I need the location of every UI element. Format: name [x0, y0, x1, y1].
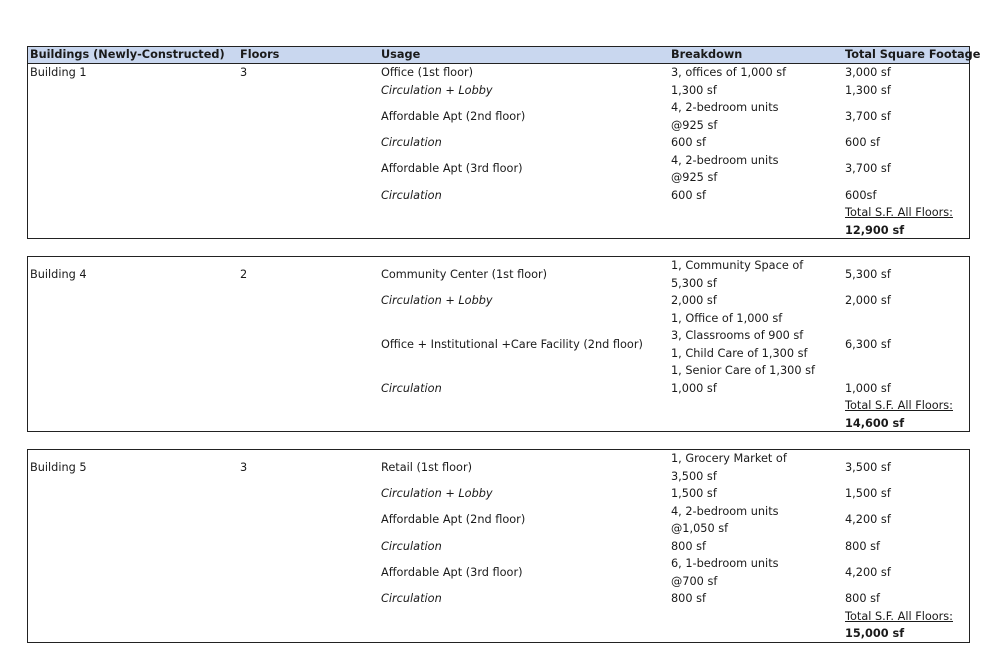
breakdown-line: 1,300 sf: [671, 83, 717, 97]
building-name: Building 4: [30, 267, 87, 281]
total-cell: 4,200 sf: [845, 513, 891, 527]
breakdown-line: 1, Child Care of 1,300 sf: [671, 346, 808, 360]
table-row: [28, 555, 969, 590]
breakdown-line: 1,000 sf: [671, 381, 717, 395]
total-cell: 1,500 sf: [845, 487, 891, 500]
total-cell: 1,000 sf: [845, 381, 891, 395]
total-cell: 6,300 sf: [845, 337, 891, 351]
breakdown-line: 4, 2-bedroom units: [671, 504, 779, 518]
total-label: Total S.F. All Floors:: [845, 609, 953, 623]
table-row: [28, 450, 969, 485]
usage-cell: Affordable Apt (3rd floor): [381, 565, 523, 579]
breakdown-line: 800 sf: [671, 592, 707, 605]
breakdown-line: 6, 1-bedroom units: [671, 557, 779, 570]
building-name: Building 5: [30, 460, 87, 474]
breakdown-line: @700 sf: [671, 574, 718, 588]
breakdown-line: @925 sf: [671, 118, 718, 132]
breakdown-line: 1, Office of 1,000 sf: [671, 311, 783, 325]
breakdown-line: 3,500 sf: [671, 469, 717, 483]
usage-cell: Affordable Apt (2nd floor): [381, 513, 526, 527]
total-cell: 600sf: [845, 188, 877, 202]
total-cell: 3,500 sf: [845, 460, 891, 474]
table-row: [28, 64, 969, 82]
table-row: [28, 538, 969, 556]
table-row: [28, 503, 969, 538]
breakdown-line: @925 sf: [671, 171, 718, 184]
breakdown-line: 3, offices of 1,000 sf: [671, 66, 787, 79]
table-row: [28, 485, 969, 503]
usage-cell: Affordable Apt (2nd floor): [381, 109, 526, 123]
total-cell: 3,700 sf: [845, 109, 891, 123]
usage-cell: Circulation + Lobby: [381, 487, 493, 500]
header-cell: Buildings (Newly-Constructed): [30, 48, 225, 61]
building-table: [27, 46, 981, 239]
usage-cell: Circulation + Lobby: [381, 294, 493, 307]
usage-cell: Office (1st floor): [381, 66, 474, 79]
breakdown-line: 4, 2-bedroom units: [671, 101, 779, 114]
breakdown-line: 5,300 sf: [671, 276, 717, 290]
total-cell: 5,300 sf: [845, 267, 891, 281]
usage-cell: Circulation: [381, 539, 442, 553]
header-cell: Breakdown: [671, 48, 743, 61]
total-label: Total S.F. All Floors:: [845, 399, 953, 412]
header-cell: Usage: [381, 48, 421, 61]
floors-cell: 3: [240, 460, 248, 474]
building-table: [27, 449, 970, 643]
total-cell: 600 sf: [845, 136, 881, 149]
total-value: 15,000 sf: [845, 627, 905, 640]
total-cell: 3,000 sf: [845, 66, 891, 79]
breakdown-line: 3, Classrooms of 900 sf: [671, 329, 804, 342]
floors-cell: 2: [240, 267, 248, 281]
breakdown-line: 600 sf: [671, 136, 707, 149]
table-row: [28, 82, 969, 100]
breakdown-line: 1, Grocery Market of: [671, 452, 787, 465]
total-cell: 2,000 sf: [845, 294, 891, 307]
breakdown-line: 1,500 sf: [671, 487, 717, 500]
breakdown-line: 1, Senior Care of 1,300 sf: [671, 364, 815, 377]
table-row: [28, 292, 969, 310]
usage-cell: Affordable Apt (3rd floor): [381, 162, 523, 176]
breakdown-line: 2,000 sf: [671, 294, 717, 307]
breakdown-line: @1,050 sf: [671, 522, 729, 535]
usage-cell: Office + Institutional +Care Facility (2nd floor): [381, 337, 643, 351]
breakdown-line: 800 sf: [671, 539, 707, 553]
total-cell: 800 sf: [845, 539, 881, 553]
table-row: [28, 380, 969, 398]
breakdown-line: 4, 2-bedroom units: [671, 153, 779, 167]
floors-cell: 3: [240, 66, 248, 79]
total-cell: 4,200 sf: [845, 565, 891, 579]
table-row: [28, 99, 969, 134]
usage-cell: Circulation: [381, 188, 442, 202]
usage-cell: Community Center (1st floor): [381, 267, 548, 281]
total-value: 14,600 sf: [845, 416, 905, 430]
table-row: [28, 590, 969, 608]
building-name: Building 1: [30, 66, 87, 79]
header-cell: Total Square Footage: [845, 48, 981, 61]
building-table: [27, 256, 970, 432]
total-cell: 1,300 sf: [845, 83, 891, 97]
table-row: [28, 310, 969, 380]
usage-cell: Retail (1st floor): [381, 460, 473, 474]
table-header: [28, 47, 981, 64]
usage-cell: Circulation + Lobby: [381, 83, 493, 97]
usage-cell: Circulation: [381, 381, 442, 395]
total-value: 12,900 sf: [845, 223, 905, 237]
usage-cell: Circulation: [381, 136, 442, 149]
table-row: [28, 152, 969, 187]
breakdown-line: 1, Community Space of: [671, 259, 804, 272]
header-cell: Floors: [240, 48, 280, 61]
breakdown-line: 600 sf: [671, 188, 707, 202]
table-row: [28, 187, 969, 205]
usage-cell: Circulation: [381, 592, 442, 605]
total-label: Total S.F. All Floors:: [845, 206, 953, 219]
table-row: [28, 134, 969, 152]
total-cell: 3,700 sf: [845, 162, 891, 176]
table-row: [28, 257, 969, 292]
total-cell: 800 sf: [845, 592, 881, 605]
